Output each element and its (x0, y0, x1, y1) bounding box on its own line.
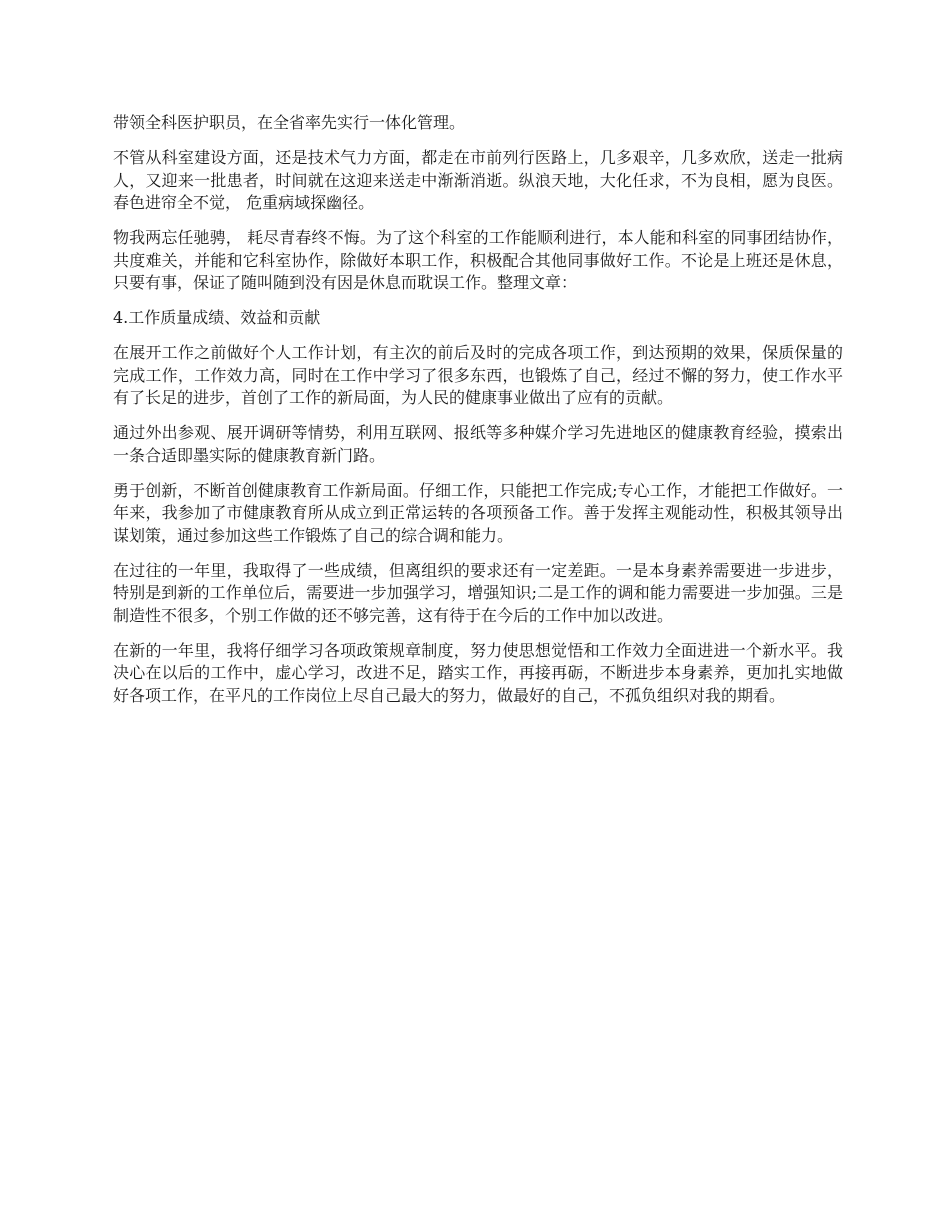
paragraph-innovation: 勇于创新，不断首创健康教育工作新局面。仔细工作，只能把工作完成;专心工作，才能把工作做好。一年来，我参加了市健康教育所从成立到正常运转的各项预备工作。善于发挥主观能动性，积极其领导出谋划策，通过参加这些工作锻炼了自己的综合调和能力。 (113, 480, 843, 545)
paragraph-intro: 带领全科医护职员，在全省率先实行一体化管理。 (113, 113, 466, 132)
paragraph-teamwork: 物我两忘任驰骋， 耗尽青春终不悔。为了这个科室的工作能顺利进行，本人能和科室的同事团结协作，共度难关，并能和它科室协作，除做好本职工作，积极配合其他同事做好工作。不论是上班还是休息，只要有事，保证了随叫随到没有因是休息而耽误工作。整理文章： (113, 228, 843, 292)
paragraph-learning: 通过外出参观、展开调研等情势，利用互联网、报纸等多种媒介学习先进地区的健康教育经验，摸索出一条合适即墨实际的健康教育新门路。 (113, 423, 843, 465)
paragraph-work-plan: 在展开工作之前做好个人工作计划，有主次的前后及时的完成各项工作，到达预期的效果，保质保量的完成工作，工作效力高，同时在工作中学习了很多东西，也锻炼了自己，经过不懈的努力，使工作水平有了长足的进步，首创了工作的新局面，为人民的健康事业做出了应有的贡献。 (113, 343, 843, 407)
document-page (113, 112, 843, 720)
paragraph-new-year: 在新的一年里，我将仔细学习各项政策规章制度，努力使思想觉悟和工作效力全面进进一个新水平。我决心在以后的工作中，虚心学习，改进不足，踏实工作，再接再砺，不断进步本身素养，更加扎实地做好各项工作，在平凡的工作岗位上尽自己最大的努力，做最好的自己，不孤负组织对我的期看。 (113, 640, 843, 705)
paragraph-shortcomings: 在过往的一年里，我取得了一些成绩，但离组织的要求还有一定差距。一是本身素养需要进一步进步，特别是到新的工作单位后，需要进一步加强学习，增强知识;二是工作的调和能力需要进一步加强。三是制造性不很多，个别工作做的还不够完善，这有待于在今后的工作中加以改进。 (113, 560, 843, 625)
section-heading: 4.工作质量成绩、效益和贡献 (113, 308, 321, 327)
paragraph-department-building: 不管从科室建设方面，还是技术气力方面，都走在市前列行医路上，几多艰辛，几多欢欣，送走一批病人，又迎来一批患者，时间就在这迎来送走中渐渐消逝。纵浪天地，大化任求，不为良相，愿为良医。春色进帘全不觉， 危重病域探幽径。 (113, 148, 843, 212)
